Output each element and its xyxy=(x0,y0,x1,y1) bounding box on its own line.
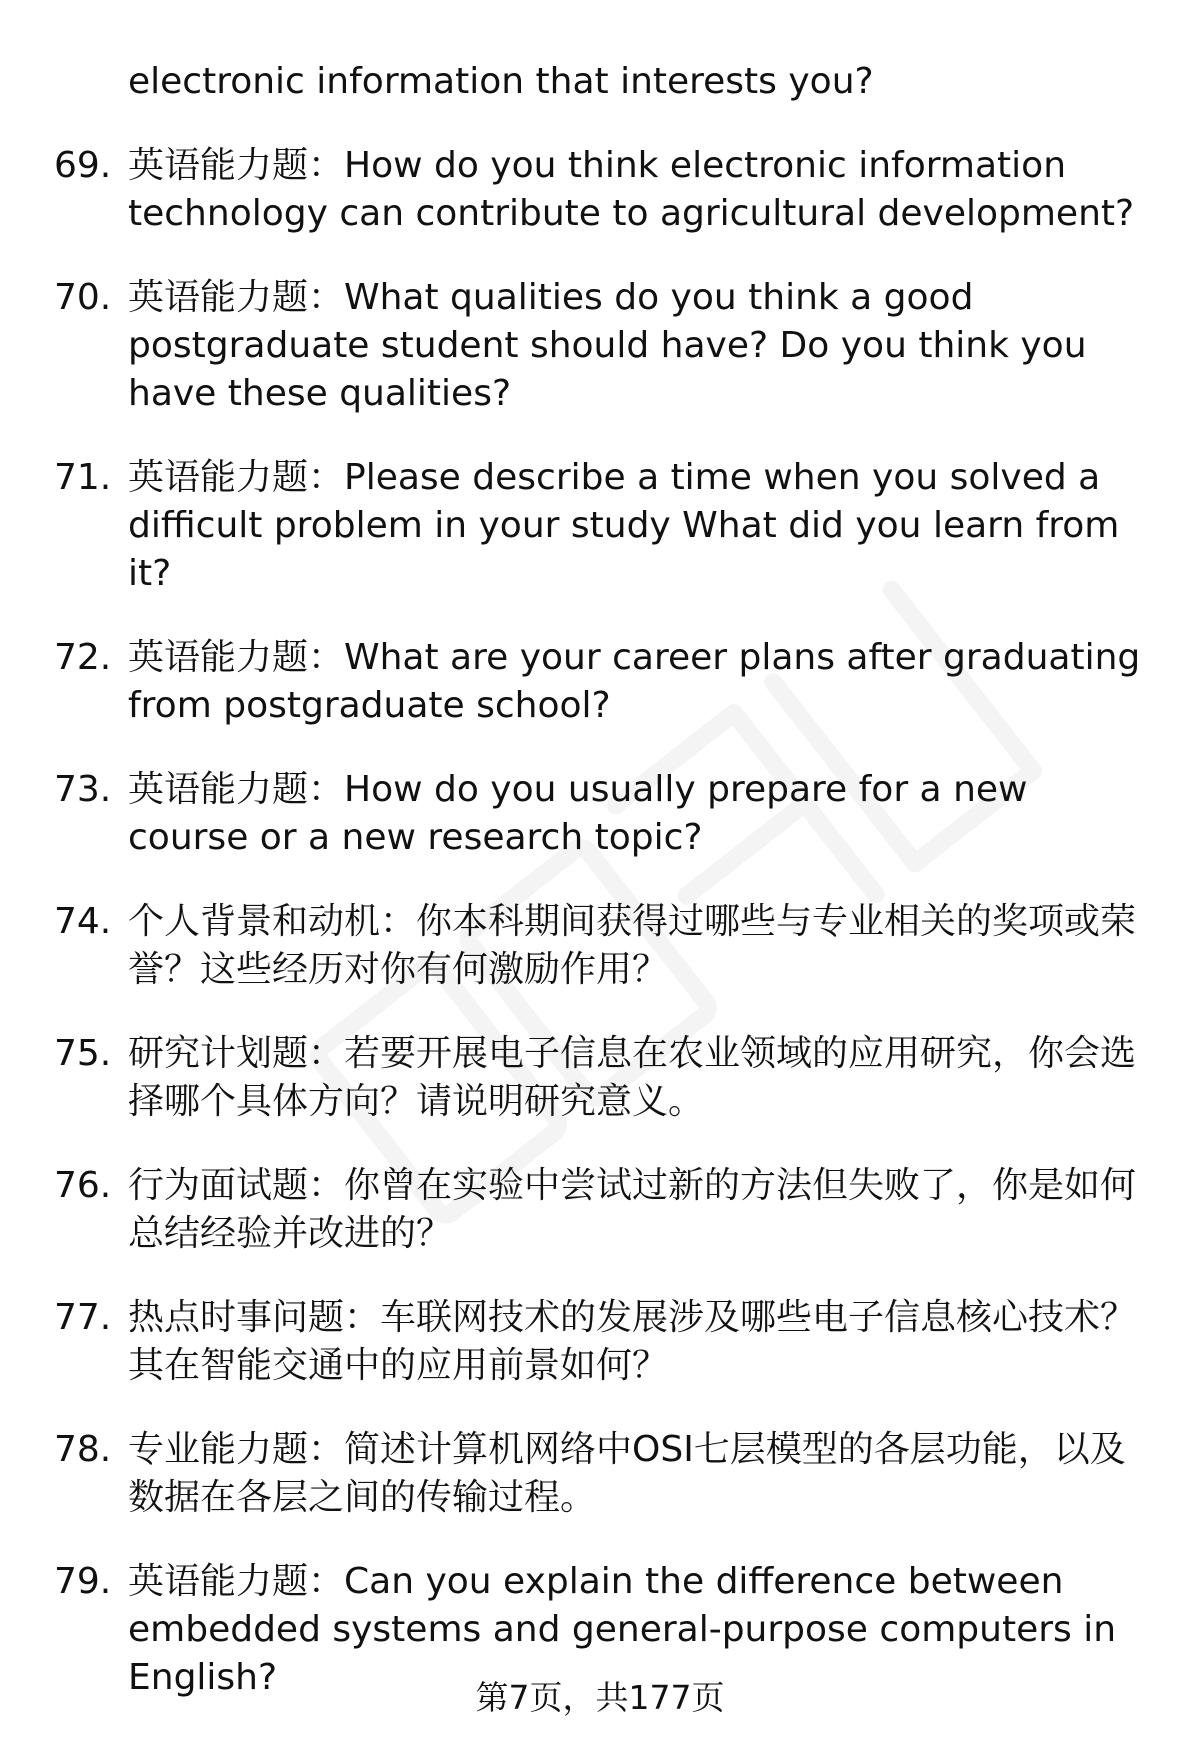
question-text: 个人背景和动机：你本科期间获得过哪些与专业相关的奖项或荣誉？这些经历对你有何激励作用？ xyxy=(128,901,1137,990)
continued-question-text: electronic information that interests you? xyxy=(128,61,874,102)
question-item-72 xyxy=(54,634,1144,730)
question-number: 79. xyxy=(54,1561,112,1602)
question-item-76 xyxy=(54,1162,1144,1258)
question-item-70 xyxy=(54,274,1144,418)
page-footer: 第7页，共177页 xyxy=(475,1678,725,1717)
question-text: 英语能力题：What are your career plans after graduating from postgraduate school? xyxy=(128,637,1141,726)
question-number: 71. xyxy=(54,457,112,498)
question-list xyxy=(54,58,1144,1738)
question-text: 行为面试题：你曾在实验中尝试过新的方法但失败了，你是如何总结经验并改进的？ xyxy=(128,1165,1137,1254)
question-number: 75. xyxy=(54,1033,112,1074)
question-text: 研究计划题：若要开展电子信息在农业领域的应用研究，你会选择哪个具体方向？请说明研究意义。 xyxy=(128,1033,1137,1122)
question-text: 英语能力题：How do you usually prepare for a new course or a new research topic? xyxy=(128,769,1028,858)
question-number: 74. xyxy=(54,901,112,942)
question-item-78 xyxy=(54,1426,1144,1522)
question-number: 78. xyxy=(54,1429,112,1470)
question-item-73 xyxy=(54,766,1144,862)
question-number: 77. xyxy=(54,1297,112,1338)
question-text: 英语能力题：How do you think electronic information technology can contribute to agricultural development? xyxy=(128,145,1135,234)
question-item-69 xyxy=(54,142,1144,238)
question-number: 76. xyxy=(54,1165,112,1206)
question-number: 69. xyxy=(54,145,112,186)
question-text: 专业能力题：简述计算机网络中OSI七层模型的各层功能，以及数据在各层之间的传输过程。 xyxy=(128,1429,1126,1518)
question-text: 英语能力题：Can you explain the difference between embedded systems and general-purpose computers in English? xyxy=(128,1561,1117,1698)
question-text: 英语能力题：What qualities do you think a good postgraduate student should have? Do you think you have these qualities? xyxy=(128,277,1087,414)
question-item-74 xyxy=(54,898,1144,994)
question-number: 70. xyxy=(54,277,112,318)
question-item-75 xyxy=(54,1030,1144,1126)
question-item-71 xyxy=(54,454,1144,598)
question-number: 73. xyxy=(54,769,112,810)
question-text: 热点时事问题：车联网技术的发展涉及哪些电子信息核心技术？其在智能交通中的应用前景如何？ xyxy=(128,1297,1137,1386)
question-number: 72. xyxy=(54,637,112,678)
question-item-77 xyxy=(54,1294,1144,1390)
question-text: 英语能力题：Please describe a time when you solved a difficult problem in your study What did you learn from it? xyxy=(128,457,1120,594)
